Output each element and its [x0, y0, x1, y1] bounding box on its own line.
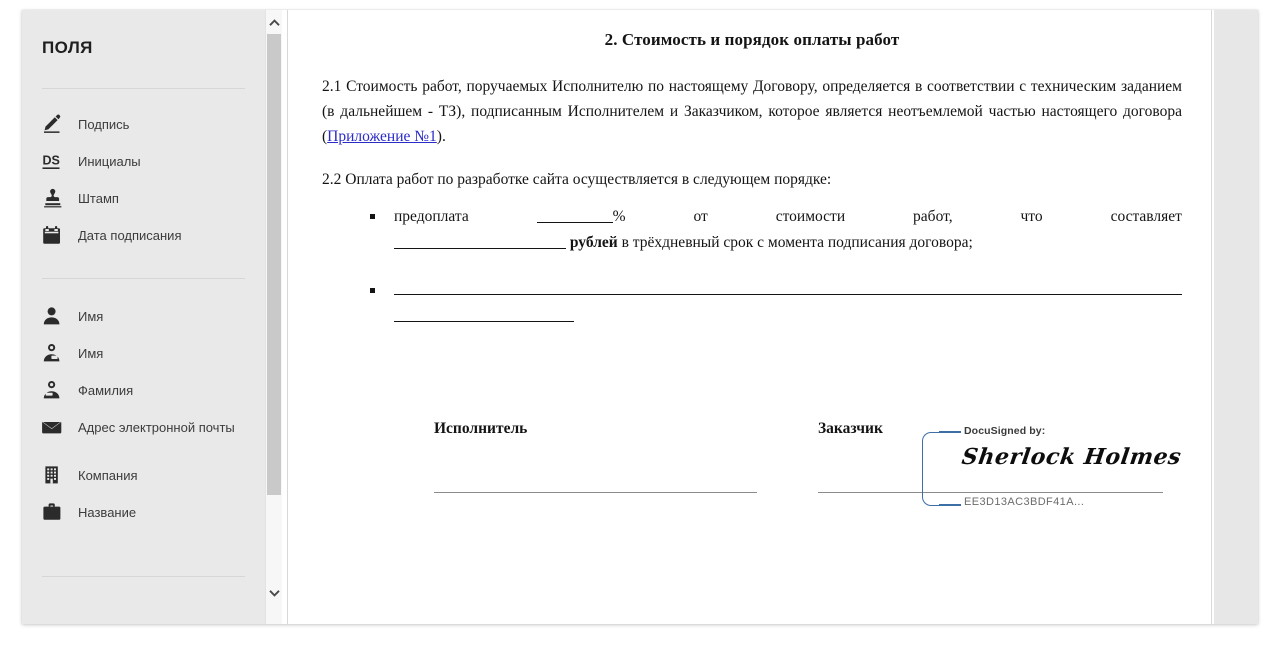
blank-line-field-1[interactable] — [394, 278, 1182, 295]
chevron-down-icon — [269, 589, 280, 597]
scrollbar-thumb[interactable] — [267, 34, 281, 495]
document-content — [322, 30, 1182, 344]
person-outline-icon — [42, 342, 66, 364]
fields-group-recipient — [22, 306, 265, 539]
appendix-link[interactable]: Приложение №1 — [327, 128, 437, 145]
field-item-title[interactable] — [22, 502, 265, 539]
document-viewer — [283, 10, 1258, 624]
percent-symbol: % — [612, 208, 626, 225]
field-label: Компания — [78, 468, 138, 483]
prepayment-word-3: стоимости — [775, 208, 846, 225]
sidebar-divider-top — [42, 88, 245, 89]
field-label: Подпись — [78, 117, 130, 132]
field-label: Фамилия — [78, 383, 134, 398]
client-heading: Заказчик — [818, 420, 883, 437]
prepayment-word-1: предоплата — [394, 208, 469, 225]
field-item-stamp[interactable] — [22, 188, 265, 225]
docusign-signed-by-label: DocuSigned by: — [964, 425, 1046, 437]
ds-initials-icon — [42, 150, 66, 172]
field-label: Инициалы — [78, 154, 141, 169]
sidebar-divider-bottom — [42, 576, 245, 577]
application-window — [22, 10, 1258, 624]
field-item-full-name[interactable] — [22, 306, 265, 343]
person-badge-icon — [42, 379, 66, 401]
percent-blank-field[interactable] — [537, 207, 613, 223]
field-item-signature[interactable] — [22, 114, 265, 151]
svg-text:DS: DS — [42, 153, 60, 168]
paragraph-2-1 — [322, 74, 1182, 149]
scroll-up-button[interactable] — [266, 14, 282, 31]
envelope-icon — [42, 416, 66, 438]
document-right-gutter — [1214, 10, 1258, 624]
chevron-up-icon — [269, 19, 280, 27]
field-label: Имя — [78, 346, 104, 361]
prepayment-tail: в трёхдневный срок с момента подписания договора; — [621, 234, 973, 251]
currency-word: рублей — [569, 234, 618, 251]
scroll-down-button[interactable] — [266, 584, 282, 601]
docusign-bracket — [922, 432, 940, 506]
payment-terms-list — [322, 204, 1182, 322]
prepayment-line-1 — [394, 204, 1182, 230]
field-label: Дата подписания — [78, 228, 182, 243]
sidebar-divider-middle — [42, 278, 245, 279]
briefcase-icon — [42, 501, 66, 523]
building-icon — [42, 464, 66, 486]
calendar-icon — [42, 224, 66, 246]
person-filled-icon — [42, 305, 66, 327]
prepayment-word-5: что — [1020, 208, 1043, 225]
blank-line-field-2[interactable] — [394, 301, 574, 322]
docusign-envelope-id: EE3D13AC3BDF41A... — [964, 496, 1085, 508]
paragraph-2-1-text-before: 2.1 Стоимость работ, поручаемых Исполнителю по настоящему Договору, определяется в соответствии с техническим заданием (в дальнейшем - ТЗ), подписанным Исполнителем и Заказчиком, которое является неотъемлемой частью настоящего договора ( — [322, 78, 1182, 145]
field-item-initials[interactable] — [22, 151, 265, 188]
fields-sidebar — [22, 10, 265, 624]
docusign-bracket-tick-top — [939, 431, 961, 433]
document-section-heading: 2. Стоимость и порядок оплаты работ — [604, 30, 900, 49]
field-item-email[interactable] — [22, 417, 265, 465]
stamp-icon — [42, 187, 66, 209]
prepayment-word-2: от — [693, 208, 708, 225]
list-item-prepayment — [322, 204, 1182, 256]
contractor-signature-column — [434, 420, 764, 438]
prepayment-line-2 — [394, 234, 973, 251]
docusign-bracket-tick-bottom — [939, 504, 961, 506]
field-item-company[interactable] — [22, 465, 265, 502]
document-page — [287, 10, 1212, 624]
contractor-signature-line[interactable] — [434, 492, 757, 493]
pen-icon — [42, 113, 66, 135]
field-label: Штамп — [78, 191, 119, 206]
prepayment-word-4: работ, — [913, 208, 953, 225]
field-item-last-name[interactable] — [22, 380, 265, 417]
list-item-blank — [322, 278, 1182, 322]
fields-sidebar-scrollbar[interactable] — [265, 10, 282, 624]
docusign-signature-name: Sherlock Holmes — [960, 444, 1184, 470]
field-label: Адрес электронной почты — [78, 420, 235, 435]
contractor-heading: Исполнитель — [434, 420, 528, 437]
field-label: Имя — [78, 309, 104, 324]
paragraph-2-2: 2.2 Оплата работ по разработке сайта осуществляется в следующем порядке: — [322, 171, 832, 188]
fields-group-signature — [22, 114, 265, 262]
prepayment-percent-group — [537, 204, 626, 230]
paragraph-2-1-text-after: ). — [436, 128, 446, 145]
amount-blank-field[interactable] — [394, 233, 566, 249]
prepayment-word-6: составляет — [1110, 208, 1182, 225]
field-label: Название — [78, 505, 137, 520]
field-item-first-name[interactable] — [22, 343, 265, 380]
field-item-date-signed[interactable] — [22, 225, 265, 262]
fields-panel-title: ПОЛЯ — [42, 38, 93, 57]
docusign-signature-stamp[interactable] — [922, 425, 1184, 512]
